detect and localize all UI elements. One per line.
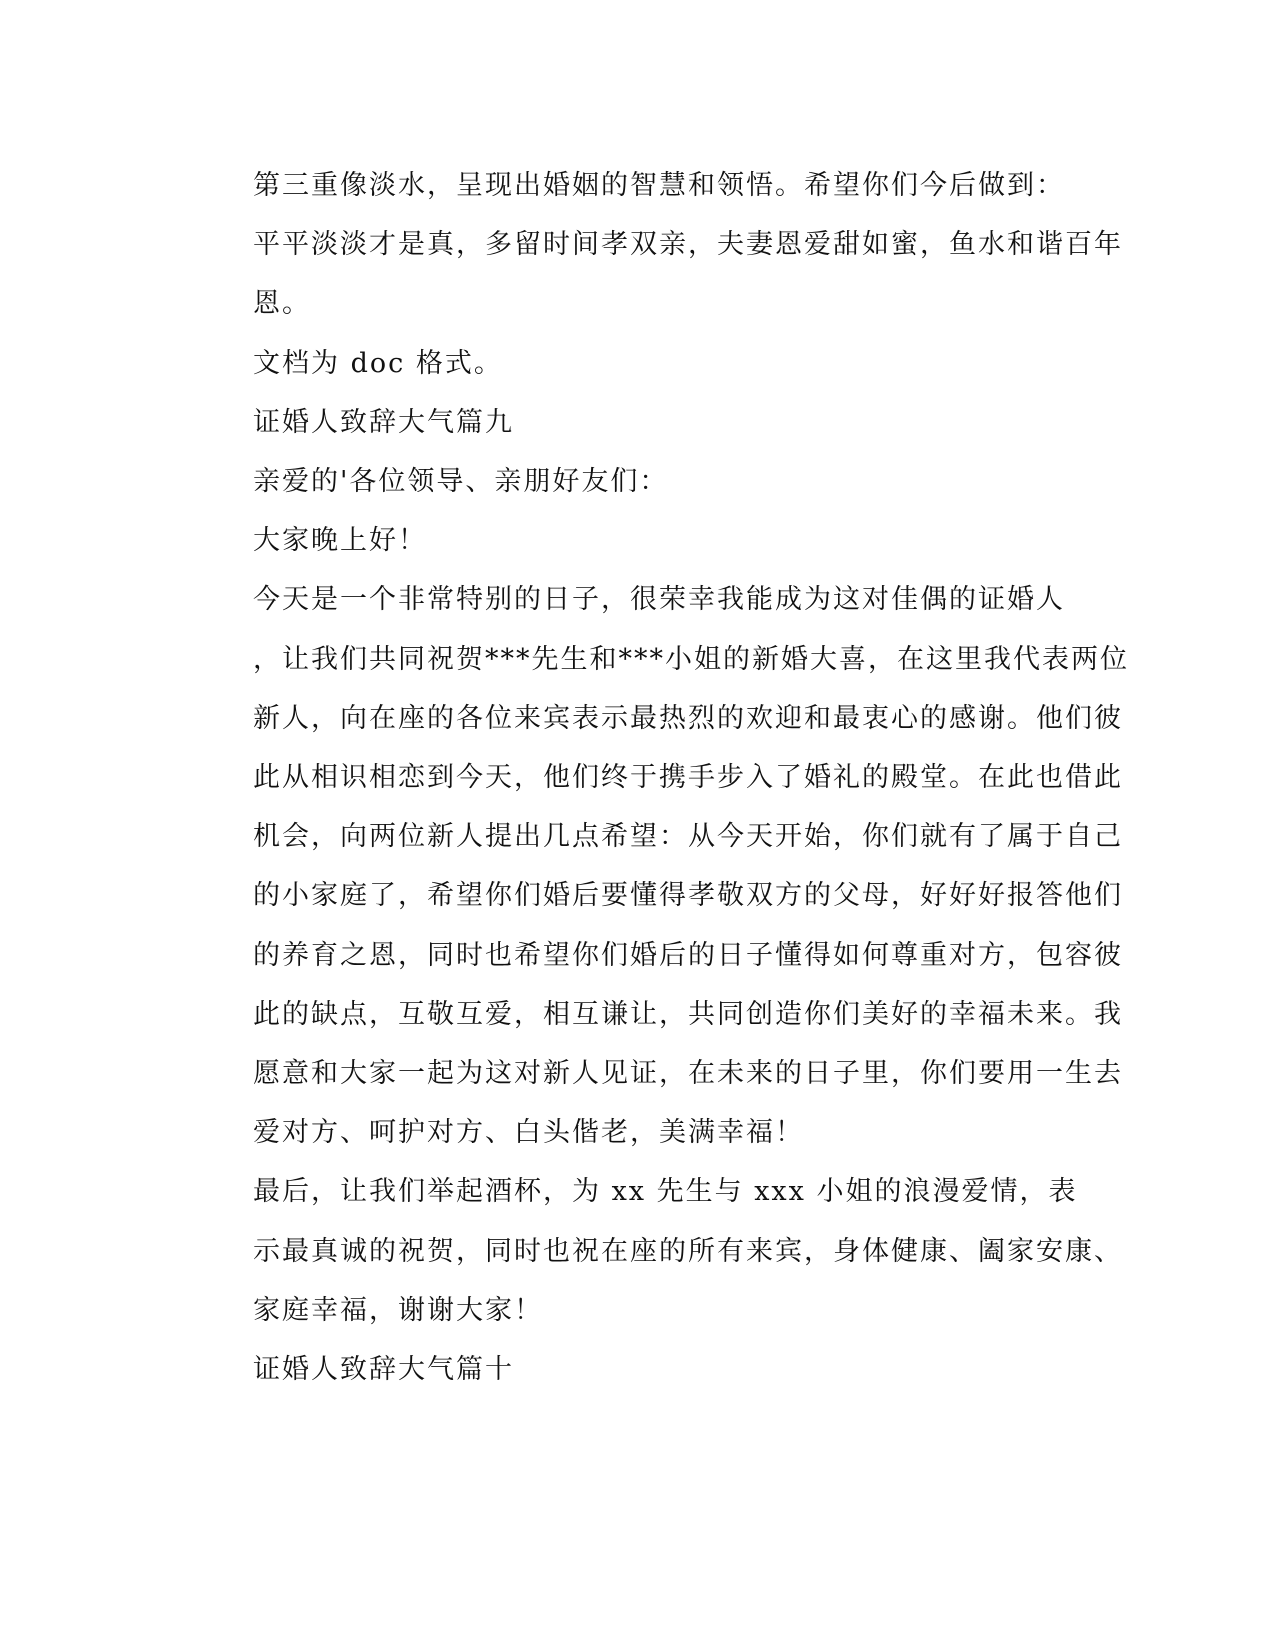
text-line: ，让我们共同祝贺***先生和***小姐的新婚大喜，在这里我代表两位 [253, 643, 1129, 675]
paragraph-salutation [181, 452, 1031, 511]
paragraph-doc-format-note [181, 334, 1031, 393]
text-line: 今天是一个非常特别的日子，很荣幸我能成为这对佳偶的证婚人 [253, 584, 1065, 616]
text-line: 第三重像淡水，呈现出婚姻的智慧和领悟。希望你们今后做到： [253, 170, 1065, 201]
paragraph-main-speech [181, 570, 1129, 1162]
text-line: 新人，向在座的各位来宾表示最热烈的欢迎和最衷心的感谢。他们彼 [253, 702, 1123, 734]
text-line: 平平淡淡才是真，多留时间孝双亲，夫妻恩爱甜如蜜，鱼水和谐百年 [253, 229, 1123, 261]
document-body [181, 156, 1129, 1399]
text-line: 此的缺点，互敬互爱，相互谦让，共同创造你们美好的幸福未来。我 [253, 998, 1123, 1030]
text-line: 的小家庭了，希望你们婚后要懂得孝敬双方的父母，好好好报答他们 [253, 880, 1123, 912]
text-line: 亲爱的'各位领导、亲朋好友们： [253, 466, 669, 498]
paragraph-closing-toast [181, 1162, 1123, 1340]
text-line: 爱对方、呵护对方、白头偕老，美满幸福！ [253, 1117, 804, 1149]
text-line: 愿意和大家一起为这对新人见证，在未来的日子里，你们要用一生去 [253, 1058, 1123, 1090]
text-line: 证婚人致辞大气篇九 [253, 406, 514, 438]
text-line: 证婚人致辞大气篇十 [253, 1354, 514, 1386]
text-line: 示最真诚的祝贺，同时也祝在座的所有来宾，身体健康、阖家安康、 [253, 1235, 1123, 1267]
text-line: 文档为 doc 格式。 [253, 347, 503, 379]
text-line: 机会，向两位新人提出几点希望：从今天开始，你们就有了属于自己 [253, 821, 1123, 853]
text-line: 家庭幸福，谢谢大家！ [253, 1294, 543, 1326]
section-heading-ten [181, 1340, 1031, 1399]
text-line: 此从相识相恋到今天，他们终于携手步入了婚礼的殿堂。在此也借此 [253, 762, 1123, 794]
paragraph-third-layer [181, 156, 1123, 334]
paragraph-greeting [181, 511, 1031, 570]
text-line: 最后，让我们举起酒杯，为 xx 先生与 xxx 小姐的浪漫爱情，表 [253, 1176, 1078, 1208]
text-line: 的养育之恩，同时也希望你们婚后的日子懂得如何尊重对方，包容彼 [253, 939, 1123, 971]
section-heading-nine [181, 393, 1031, 452]
text-line: 恩。 [253, 288, 311, 320]
text-line: 大家晚上好！ [253, 525, 427, 557]
